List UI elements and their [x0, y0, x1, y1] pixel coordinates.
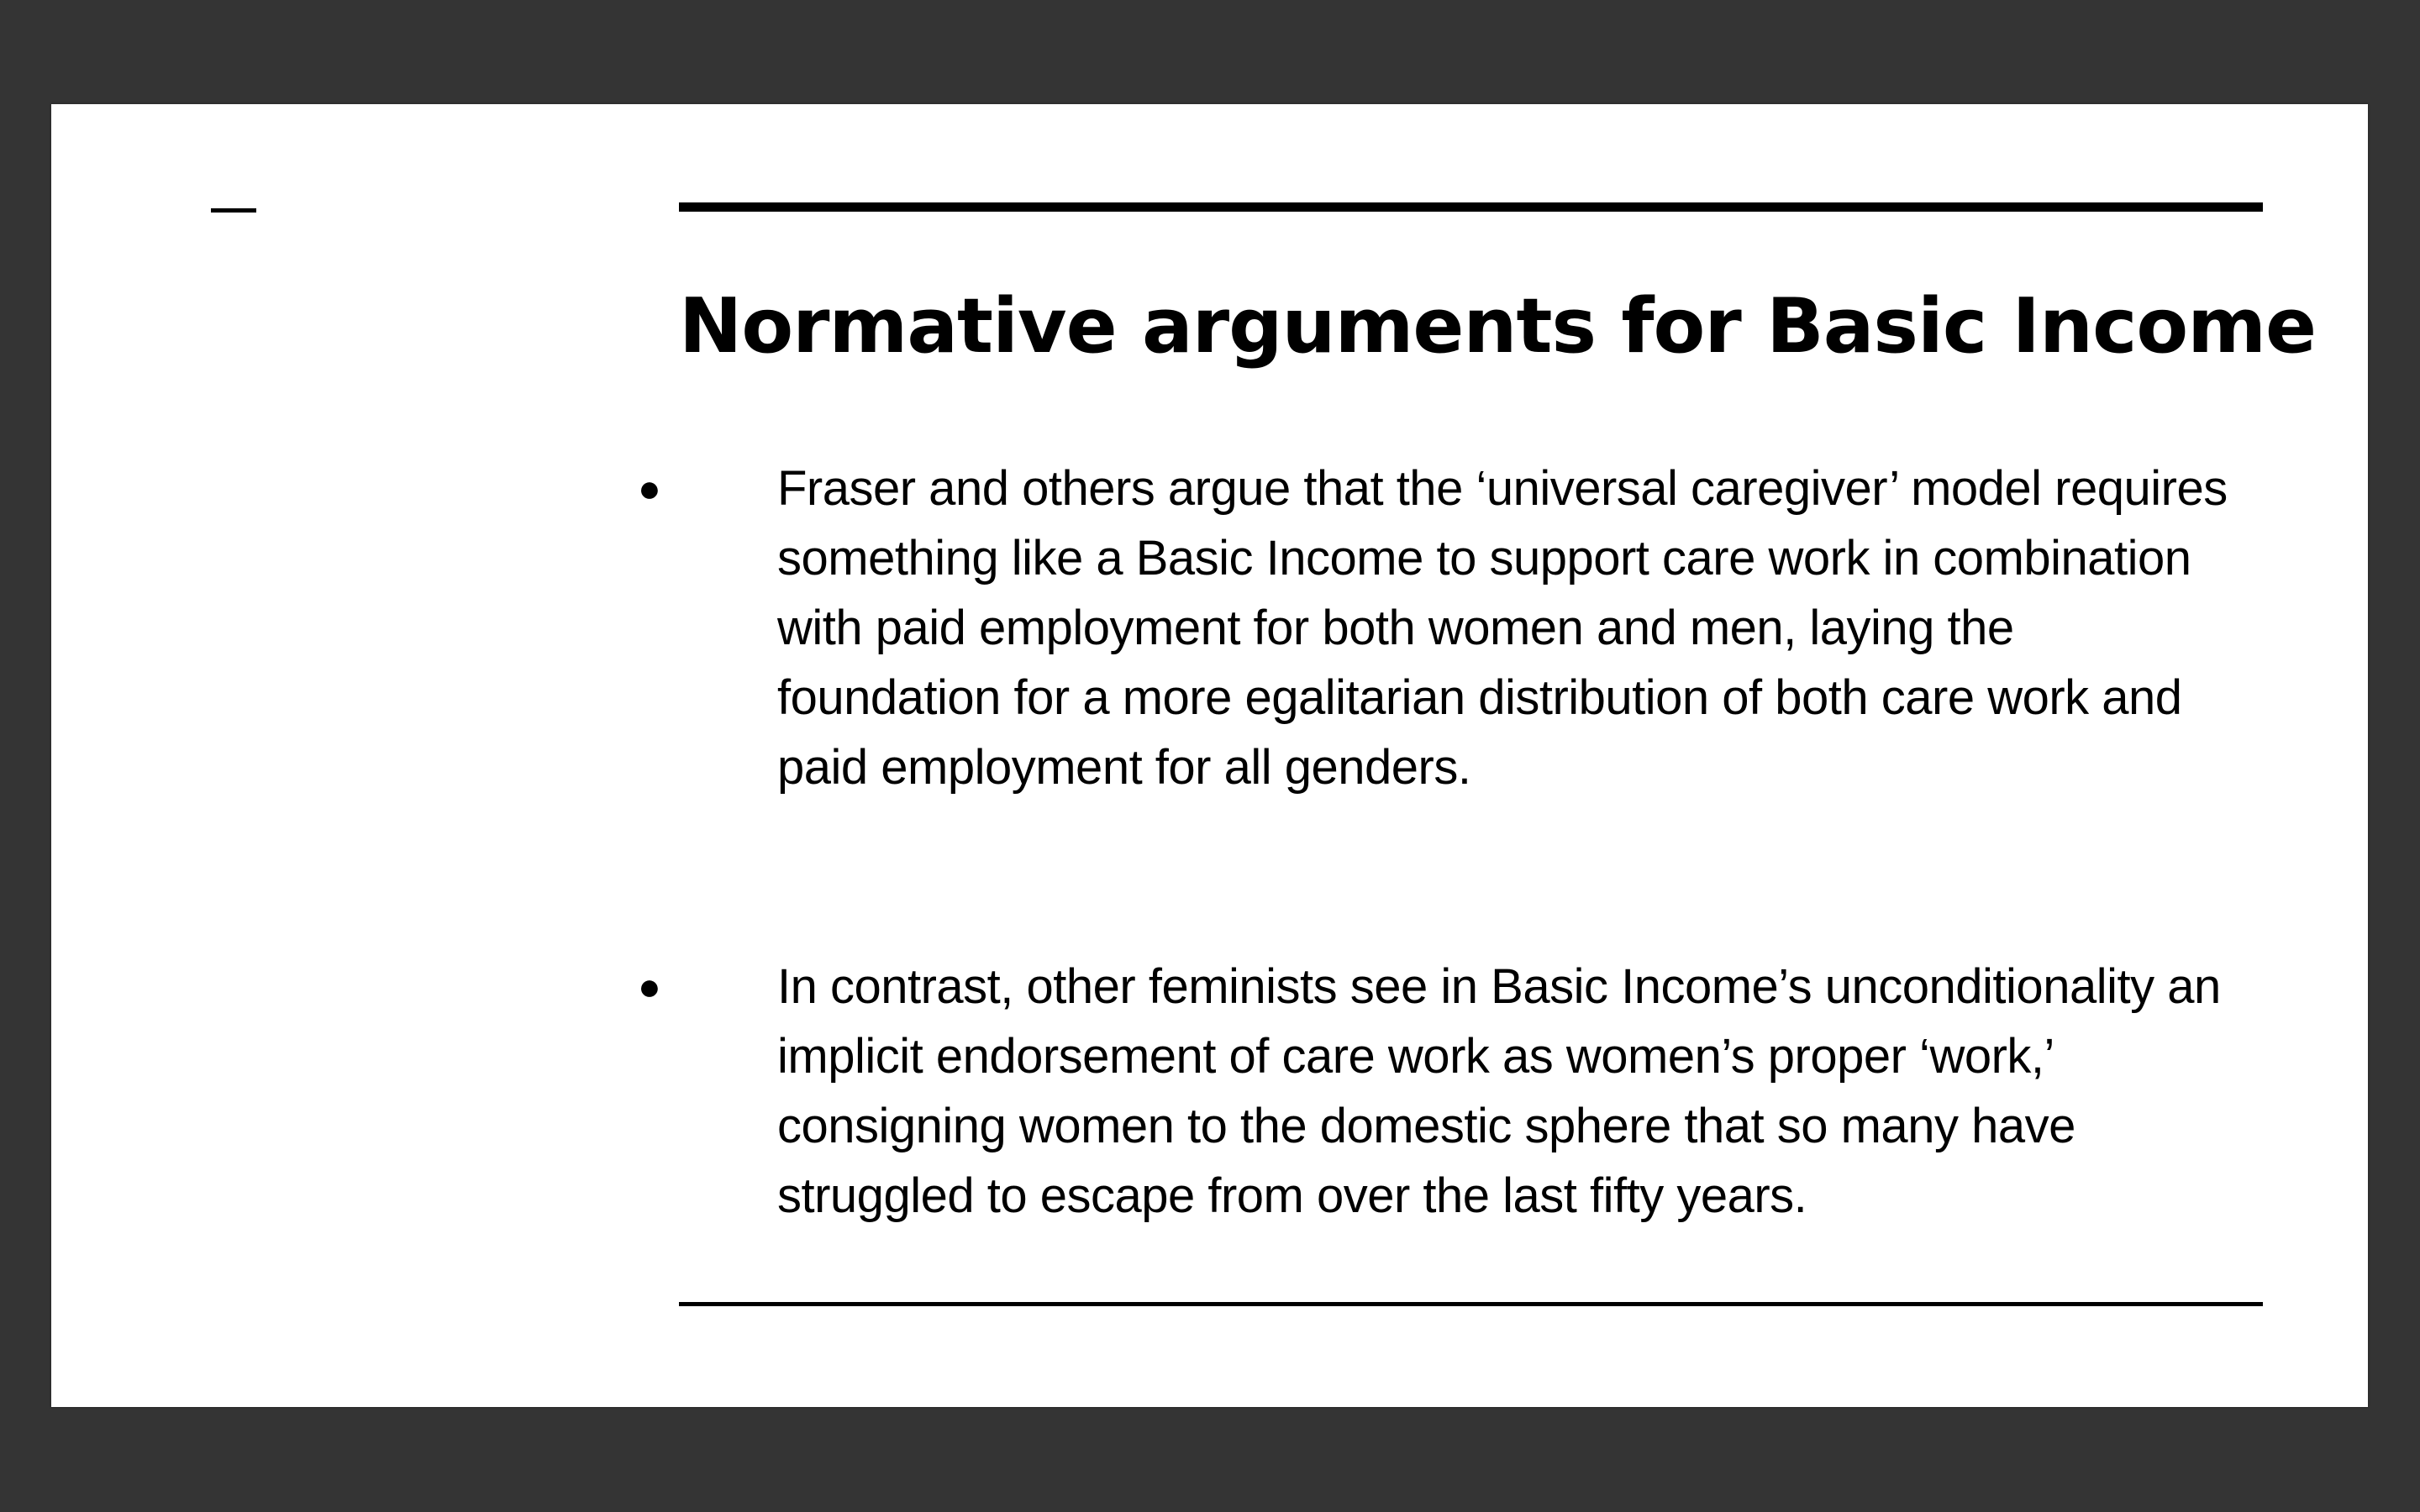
bullet-text: In contrast, other feminists see in Basic Income’s unconditionality an implicit endorsement of care work as women’s proper ‘work,’ consigning women to the domestic sphere that so many have struggled to escape from over the last fifty years.	[777, 959, 2221, 1223]
bottom-rule	[679, 1302, 2263, 1306]
bullet-text: Fraser and others argue that the ‘universal caregiver’ model requires something like a Basic Income to support care work in combination with paid employment for both women and men, laying the foundation for a more egalitarian distribution of both care work and paid employment for all genders.	[777, 461, 2228, 795]
top-rule	[679, 202, 2263, 212]
bullet-marker-icon: ●	[638, 964, 661, 1008]
corner-dash-decoration	[211, 208, 256, 213]
slide	[51, 104, 2368, 1407]
slide-title: Normative arguments for Basic Income	[679, 282, 2317, 370]
bullet-marker-icon: ●	[638, 466, 661, 510]
